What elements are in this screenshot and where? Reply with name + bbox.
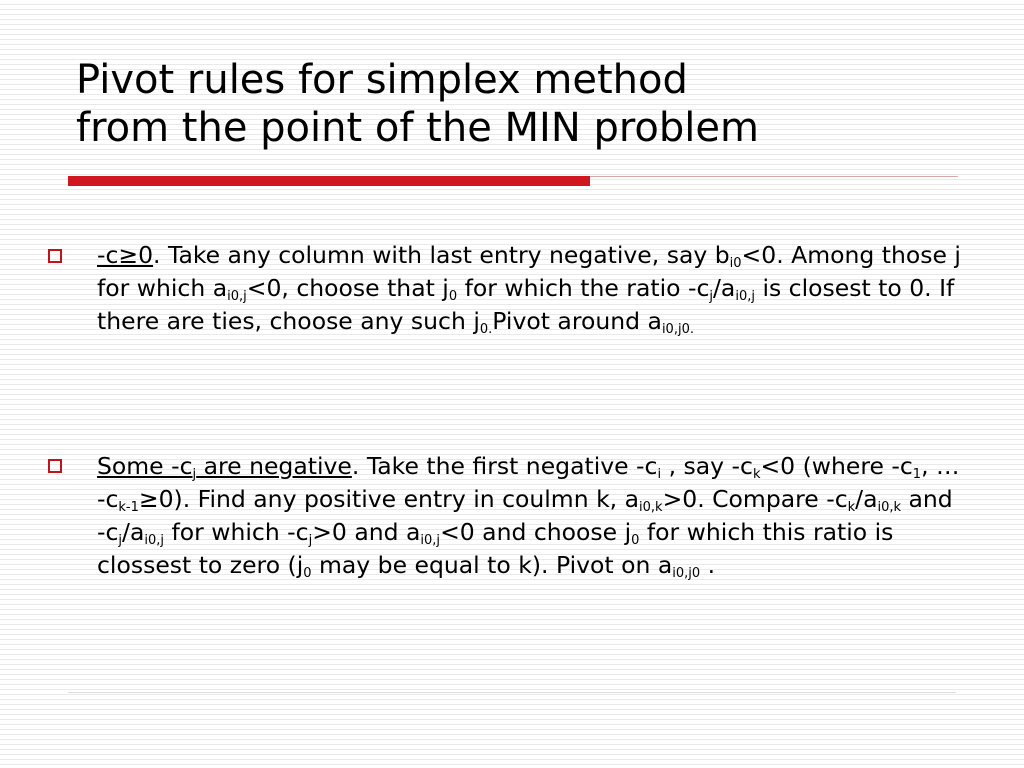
title-underline-accent	[68, 176, 590, 186]
rule-2-heading: Some $-c_j$ are negative	[97, 452, 352, 482]
square-bullet-icon	[48, 459, 62, 473]
title-underline-thin	[590, 176, 958, 177]
rule-paragraph-1: -c≥0. Take any column with last entry negative, say $b_{i0}<0$. Among those j for which $a_{i0,j}<0$, choose that $j_0$ for which the ratio $-c_j/a_{i0,j}$ is closest to 0. If there are ties, choose any such $j_{0.}Pivot$ around $a_{i0,j0.}$	[97, 241, 961, 337]
rule-1-heading: -c≥0	[97, 241, 154, 269]
square-bullet-icon	[48, 249, 62, 263]
title-line-1: Pivot rules for simplex method	[76, 57, 688, 103]
title-line-2: from the point of the MIN problem	[76, 105, 759, 151]
rule-paragraph-2: Some $-c_j$ are negative. Take the first negative $-c_i$ , say $-c_k<0$ (where $-c_1$, … $-c_{k-1}\ge 0$). Find any positive entry in coulmn k, $a_{i0,k}>0$. Compare $-c_k/a_{i0,k}$ and $-c_j/a_{i0,j}$ for which $-c_j>0$ and $a_{i0,j}<0$ and choose $j_0$ for which this ratio is clossest to zero ($j_0$ may be equal to k). Pivot on $a_{i0,j0}$ .	[97, 452, 960, 581]
footer-divider	[68, 692, 956, 693]
slide-title	[76, 56, 976, 152]
